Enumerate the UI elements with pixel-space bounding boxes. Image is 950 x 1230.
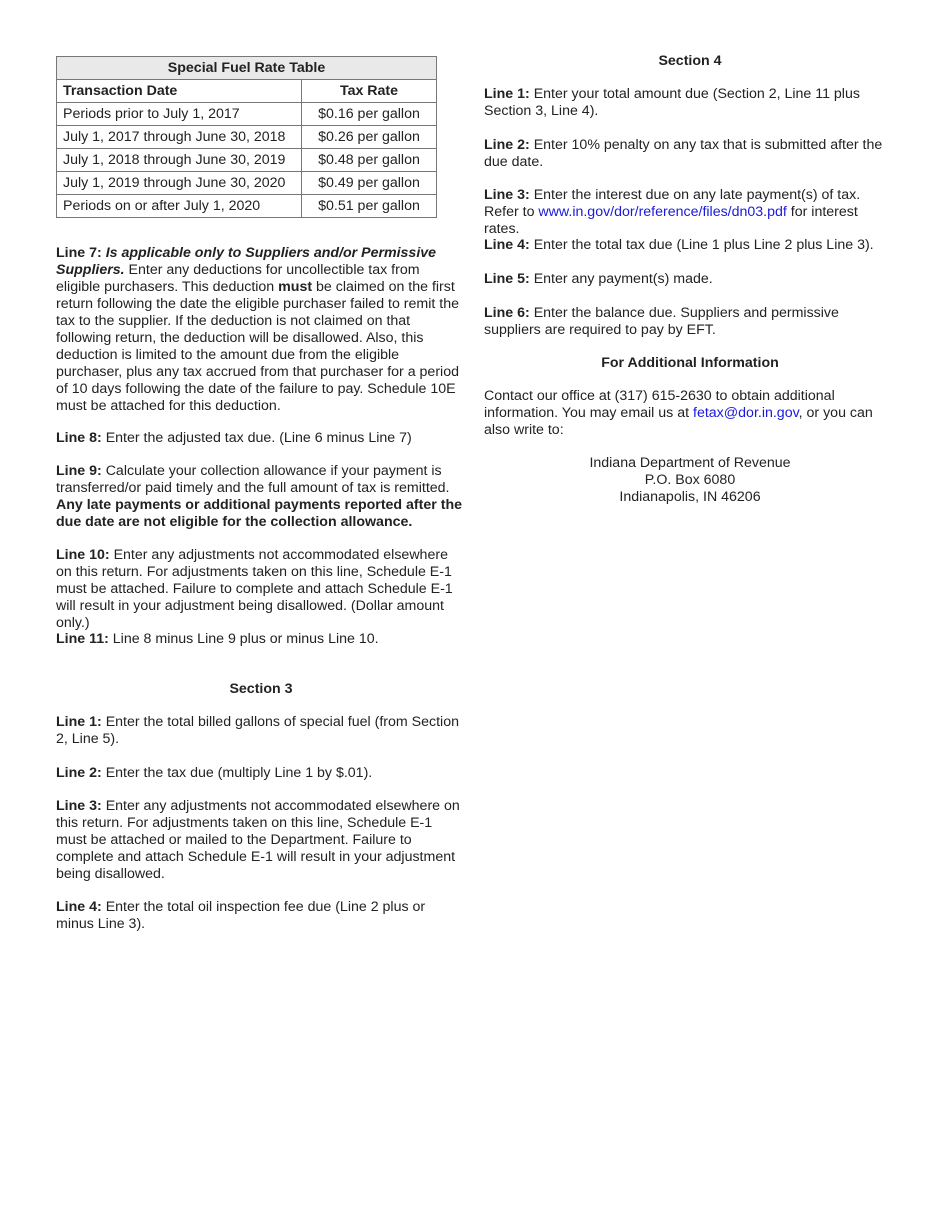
table-row: [57, 103, 437, 126]
email-link[interactable]: fetax@dor.in.gov: [693, 405, 799, 421]
address-line: P.O. Box 6080: [644, 472, 736, 488]
table-cell: $0.48 per gallon: [302, 149, 437, 172]
section4-line6: Line 6: Enter the balance due. Suppliers and permissive suppliers are required to pay by EFT.: [484, 305, 839, 338]
address-line: Indianapolis, IN 46206: [619, 489, 761, 505]
column-header-tax-rate: Tax Rate: [302, 80, 437, 103]
table-cell: July 1, 2018 through June 30, 2019: [57, 149, 302, 172]
section2-line9: Line 9: Calculate your collection allowance if your payment is transferred/or paid timely and the full amount of tax is remitted. Any late payments or additional payments reported after the due date are not eligible for the collection allowance.: [56, 463, 463, 530]
column-header-transaction-date: Transaction Date: [57, 80, 302, 103]
table-cell: July 1, 2019 through June 30, 2020: [57, 172, 302, 195]
section2-line8: Line 8: Enter the adjusted tax due. (Line 6 minus Line 7): [56, 430, 412, 446]
interest-rates-link[interactable]: www.in.gov/dor/reference/files/dn03.pdf: [538, 204, 787, 220]
table-row: [57, 149, 437, 172]
section3-line3: Line 3: Enter any adjustments not accommodated elsewhere on this return. For adjustments taken on this line, Schedule E-1 must be attached or mailed to the Department. Failure to complete and attach Schedule E-1 will result in your adjustment being disallowed.: [56, 798, 460, 882]
table-row: [57, 195, 437, 218]
table-row: [57, 172, 437, 195]
table-cell: $0.51 per gallon: [302, 195, 437, 218]
table-row: [57, 126, 437, 149]
address-line: Indiana Department of Revenue: [589, 455, 791, 471]
table-cell: $0.16 per gallon: [302, 103, 437, 126]
mailing-address: [484, 455, 896, 506]
section3-line4: Line 4: Enter the total oil inspection fee due (Line 2 plus or minus Line 3).: [56, 899, 426, 932]
additional-info-text: Contact our office at (317) 615-2630 to obtain additional information. You may email us at fetax@dor.in.gov, or you can also write to:: [484, 388, 873, 438]
section2-line10: Line 10: Enter any adjustments not accommodated elsewhere on this return. For adjustments taken on this line, Schedule E-1 must be attached. Failure to complete and attach Schedule E-1 will result in your adjustment being disallowed. (Dollar amount only.): [56, 547, 453, 631]
section3-line1: Line 1: Enter the total billed gallons of special fuel (from Section 2, Line 5).: [56, 714, 459, 747]
section4-line2: Line 2: Enter 10% penalty on any tax that is submitted after the due date.: [484, 137, 883, 170]
section2-line7: Line 7: Is applicable only to Suppliers and/or Permissive Suppliers. Enter any deductions for uncollectible tax from eligible purchasers. This deduction must be claimed on the first return following the date the eligible purchaser failed to remit the tax to the supplier. If the deduction is not claimed on that following return, the deduction will be disallowed. Also, this deduction is limited to the amount due from the eligible purchaser, plus any tax accrued from that purchaser for a period of 10 days following the date of the failure to pay. Schedule 10E must be attached for this deduction.: [56, 245, 459, 414]
section3-line2: Line 2: Enter the tax due (multiply Line 1 by $.01).: [56, 765, 373, 781]
table-cell: $0.26 per gallon: [302, 126, 437, 149]
table-cell: Periods on or after July 1, 2020: [57, 195, 302, 218]
rate-table-caption: Special Fuel Rate Table: [57, 57, 437, 80]
section4-line5: Line 5: Enter any payment(s) made.: [484, 271, 713, 287]
section4-title: Section 4: [658, 53, 722, 69]
table-cell: July 1, 2017 through June 30, 2018: [57, 126, 302, 149]
section4-line4: Line 4: Enter the total tax due (Line 1 plus Line 2 plus Line 3).: [484, 237, 874, 253]
section4-line1: Line 1: Enter your total amount due (Section 2, Line 11 plus Section 3, Line 4).: [484, 86, 860, 119]
additional-info-title: For Additional Information: [601, 355, 779, 371]
table-cell: Periods prior to July 1, 2017: [57, 103, 302, 126]
section2-line11: Line 11: Line 8 minus Line 9 plus or minus Line 10.: [56, 631, 379, 647]
special-fuel-rate-table: [56, 56, 437, 218]
table-cell: $0.49 per gallon: [302, 172, 437, 195]
section4-line3: Line 3: Enter the interest due on any late payment(s) of tax. Refer to www.in.gov/dor/reference/files/dn03.pdf for interest rates.: [484, 187, 861, 237]
section3-title: Section 3: [229, 681, 293, 697]
